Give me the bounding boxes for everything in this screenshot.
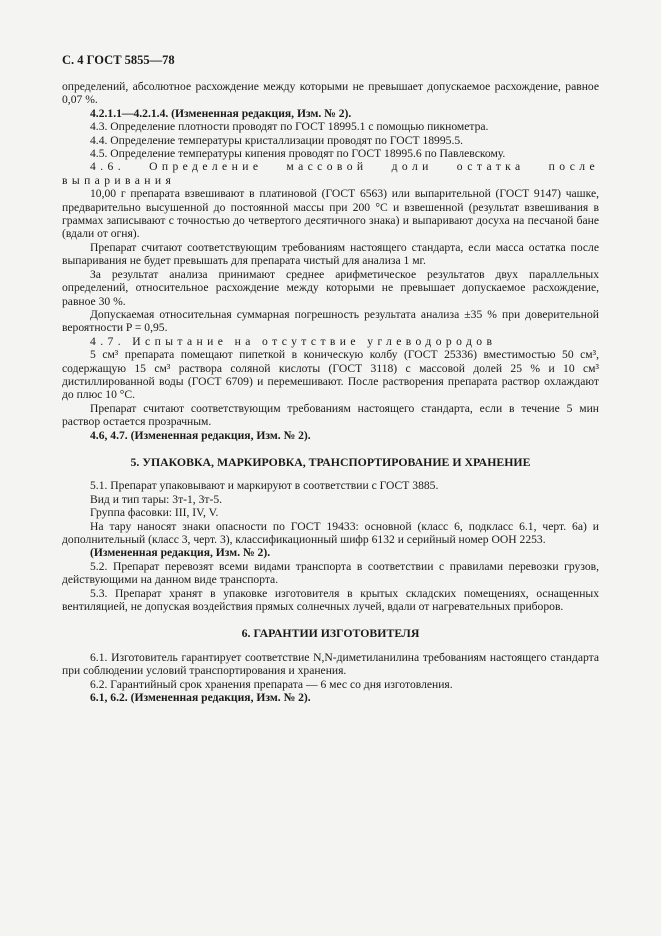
paragraph: На тару наносят знаки опасности по ГОСТ 19433: основной (класс 6, подкласс 6.1, черт. 6а) и дополнительный (класс 3, черт. 3), классификационный шифр 6132 и серийный номер ООН 2253. — [62, 519, 599, 546]
paragraph: 4.5. Определение температуры кипения проводят по ГОСТ 18995.6 по Павлевскому. — [90, 147, 506, 161]
amendment-note: 4.2.1.1—4.2.1.4. (Измененная редакция, Изм. № 2). — [90, 106, 352, 120]
amendment-note: (Измененная редакция, Изм. № 2). — [90, 546, 271, 560]
subsection-heading: 4.6. Определение массовой доли остатка после выпаривания — [62, 160, 599, 187]
paragraph: Препарат считают соответствующим требованиям настоящего стандарта, если в течение 5 мин раствор остается прозрачным. — [62, 401, 599, 429]
paragraph: 10,00 г препарата взвешивают в платиновой (ГОСТ 6563) или выпарительной (ГОСТ 9147) чашке, предварительно высушенной до постоянной массы при 200 °С и взвешенной (результат взвешивания в граммах записывают с точностью до четвертого десятичного знака) и выпаривают досуха на песчаной бане (вдали от огня). — [62, 187, 599, 241]
subsection-heading: 4.7. Испытание на отсутствие углеводородов — [90, 334, 497, 348]
paragraph: 5 см³ препарата помещают пипеткой в коническую колбу (ГОСТ 25336) вместимостью 50 см³, содержащую 15 см³ раствора соляной кислоты (ГОСТ 3118) с массовой долей 25 % и 10 см³ дистиллированной воды (ГОСТ 6709) и перемешивают. После растворения препарата раствор охлаждают до плюс 10 °С. — [62, 348, 599, 402]
paragraph: определений, абсолютное расхождение между которыми не превышает допускаемое расхождение, равное 0,07 %. — [62, 80, 599, 107]
paragraph: Допускаемая относительная суммарная погрешность результата анализа ±35 % при доверительной вероятности P = 0,95. — [62, 307, 599, 335]
paragraph: 5.3. Препарат хранят в упаковке изготовителя в крытых складских помещениях, оснащенных вентиляцией, не допуская воздействия прямых солнечных лучей, вдали от нагревательных приборов. — [62, 586, 599, 614]
paragraph: Группа фасовки: III, IV, V. — [90, 506, 219, 520]
document-body — [62, 80, 599, 704]
paragraph: 5.2. Препарат перевозят всеми видами транспорта в соответствии с правилами перевозки грузов, действующими на данном виде транспорта. — [62, 559, 599, 587]
paragraph: 6.1. Изготовитель гарантирует соответствие N,N-диметиланилина требованиям настоящего стандарта при соблюдении условий транспортирования и хранения. — [62, 650, 599, 678]
paragraph: Препарат считают соответствующим требованиям настоящего стандарта, если масса остатка после выпаривания не будет превышать для препарата чистый для анализа 1 мг. — [62, 240, 599, 268]
amendment-note: 4.6, 4.7. (Измененная редакция, Изм. № 2). — [90, 428, 311, 442]
paragraph: 4.3. Определение плотности проводят по ГОСТ 18995.1 с помощью пикнометра. — [90, 120, 489, 134]
paragraph: За результат анализа принимают среднее арифметическое результатов двух параллельных определений, относительное расхождение между которыми не превышает допускаемое расхождение, равное 30 %. — [62, 267, 599, 308]
amendment-note: 6.1, 6.2. (Измененная редакция, Изм. № 2). — [90, 691, 311, 705]
section-title: 5. УПАКОВКА, МАРКИРОВКА, ТРАНСПОРТИРОВАНИЕ И ХРАНЕНИЕ — [130, 454, 531, 469]
page-header: С. 4 ГОСТ 5855—78 — [62, 53, 175, 67]
paragraph: Вид и тип тары: 3т-1, 3т-5. — [90, 492, 223, 506]
paragraph: 6.2. Гарантийный срок хранения препарата — 6 мес со дня изготовления. — [90, 677, 453, 691]
section-title: 6. ГАРАНТИИ ИЗГОТОВИТЕЛЯ — [241, 626, 420, 641]
paragraph: 5.1. Препарат упаковывают и маркируют в соответствии с ГОСТ 3885. — [90, 479, 439, 493]
paragraph: 4.4. Определение температуры кристаллизации проводят по ГОСТ 18995.5. — [90, 133, 464, 147]
